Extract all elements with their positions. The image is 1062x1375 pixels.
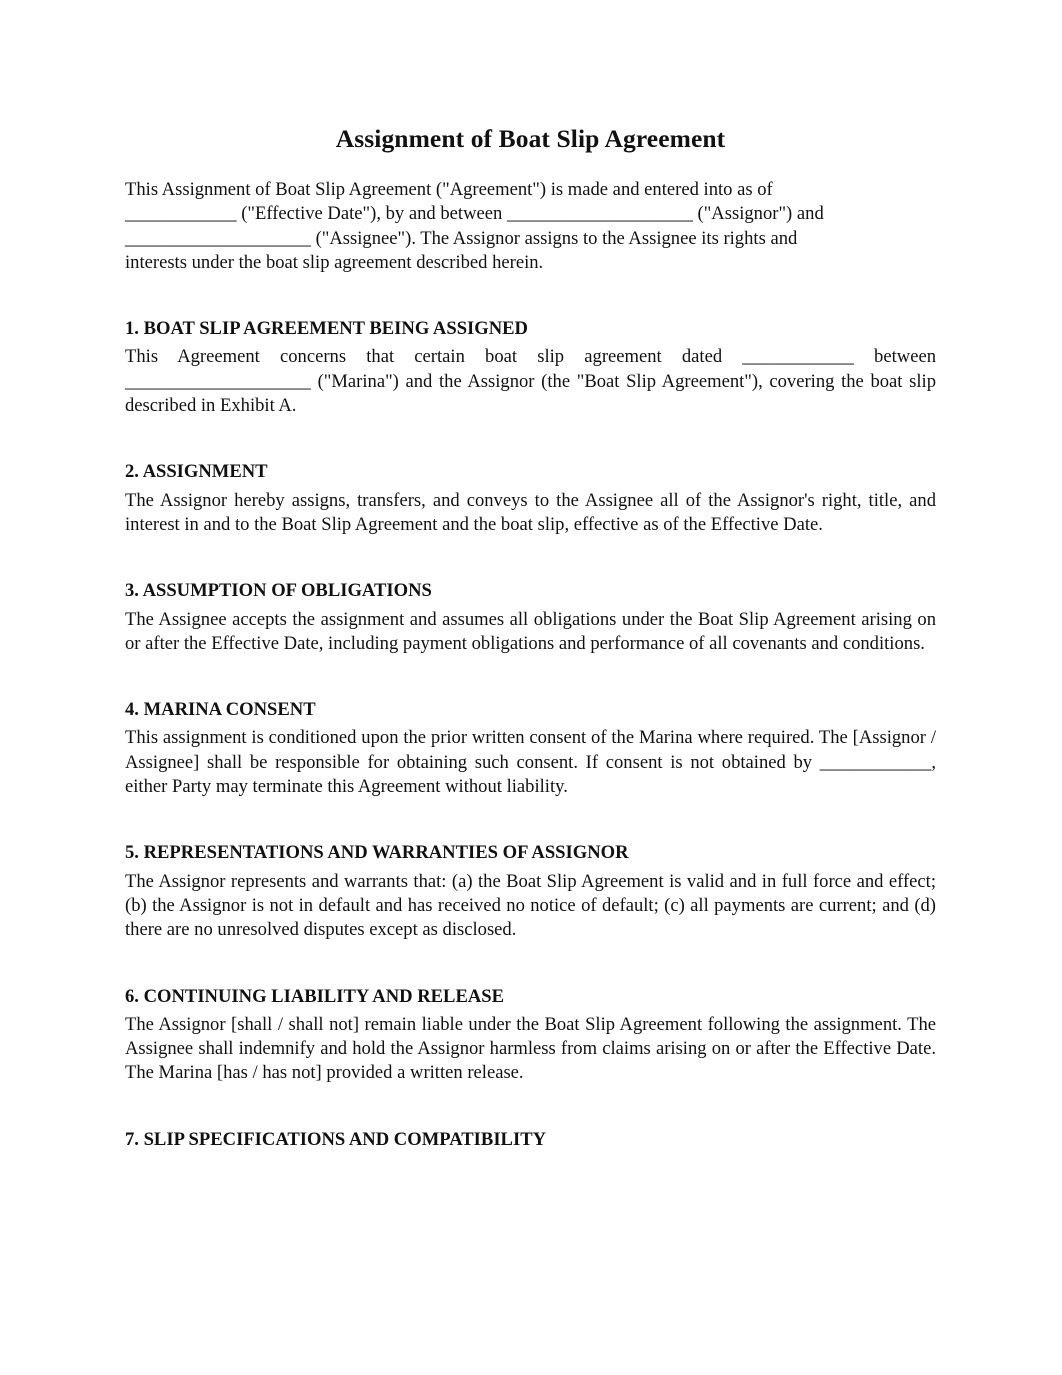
section-continuing-liability: [125, 985, 936, 1086]
section-heading: 5. REPRESENTATIONS AND WARRANTIES OF ASSIGNOR: [125, 842, 629, 864]
section-body: The Assignor hereby assigns, transfers, and conveys to the Assignee all of the Assignor's right, title, and interest in and to the Boat Slip Agreement and the boat slip, effective as of the Effective Date.: [125, 489, 936, 535]
section-heading: 2. ASSIGNMENT: [125, 461, 268, 483]
intro-line: This Assignment of Boat Slip Agreement ("Agreement") is made and entered into as of: [125, 179, 773, 200]
section-representations-and-warranties: [125, 841, 936, 942]
section-body: The Assignor represents and warrants that: (a) the Boat Slip Agreement is valid and in full force and effect; (b) the Assignor is not in default and has received no notice of default; (c) all payments are current; and (d) there are no unresolved disputes except as disclosed.: [125, 870, 936, 941]
intro-line: ____________ ("Effective Date"), by and between ____________________ ("Assignor") and: [125, 203, 824, 225]
intro-line: ____________________ ("Assignee"). The Assignor assigns to the Assignee its rights and: [125, 227, 798, 249]
section-marina-consent: [125, 698, 936, 799]
section-heading: 4. MARINA CONSENT: [125, 699, 316, 721]
section-body: This assignment is conditioned upon the prior written consent of the Marina where required. The [Assignor / Assignee] shall be responsible for obtaining such consent. If consent is not obtained by ____________, either Party may terminate this Agreement without liability.: [125, 727, 936, 798]
section-assumption-of-obligations: [125, 579, 936, 656]
section-body: This Agreement concerns that certain boat slip agreement dated ____________ between ____________________ ("Marina") and the Assignor (the "Boat Slip Agreement"), covering the boat slip described in Exhibit A.: [125, 346, 936, 417]
section-heading: 7. SLIP SPECIFICATIONS AND COMPATIBILITY: [125, 1128, 547, 1150]
section-heading: 1. BOAT SLIP AGREEMENT BEING ASSIGNED: [125, 318, 528, 340]
section-body: The Assignee accepts the assignment and assumes all obligations under the Boat Slip Agreement arising on or after the Effective Date, including payment obligations and performance of all covenants and conditions.: [125, 608, 936, 654]
section-boat-slip-agreement: [125, 317, 936, 418]
section-heading: 6. CONTINUING LIABILITY AND RELEASE: [125, 985, 505, 1007]
document-content: [125, 122, 936, 1156]
section-heading: 3. ASSUMPTION OF OBLIGATIONS: [125, 580, 432, 602]
intro-line: interests under the boat slip agreement described herein.: [125, 251, 544, 273]
document-title: Assignment of Boat Slip Agreement: [335, 124, 726, 153]
section-slip-specifications: [125, 1128, 936, 1152]
section-assignment: [125, 460, 936, 537]
intro-paragraph: [125, 178, 936, 275]
section-body: The Assignor [shall / shall not] remain liable under the Boat Slip Agreement following the assignment. The Assignee shall indemnify and hold the Assignor harmless from claims arising on or after the Effective Date. The Marina [has / has not] provided a written release.: [125, 1013, 936, 1084]
